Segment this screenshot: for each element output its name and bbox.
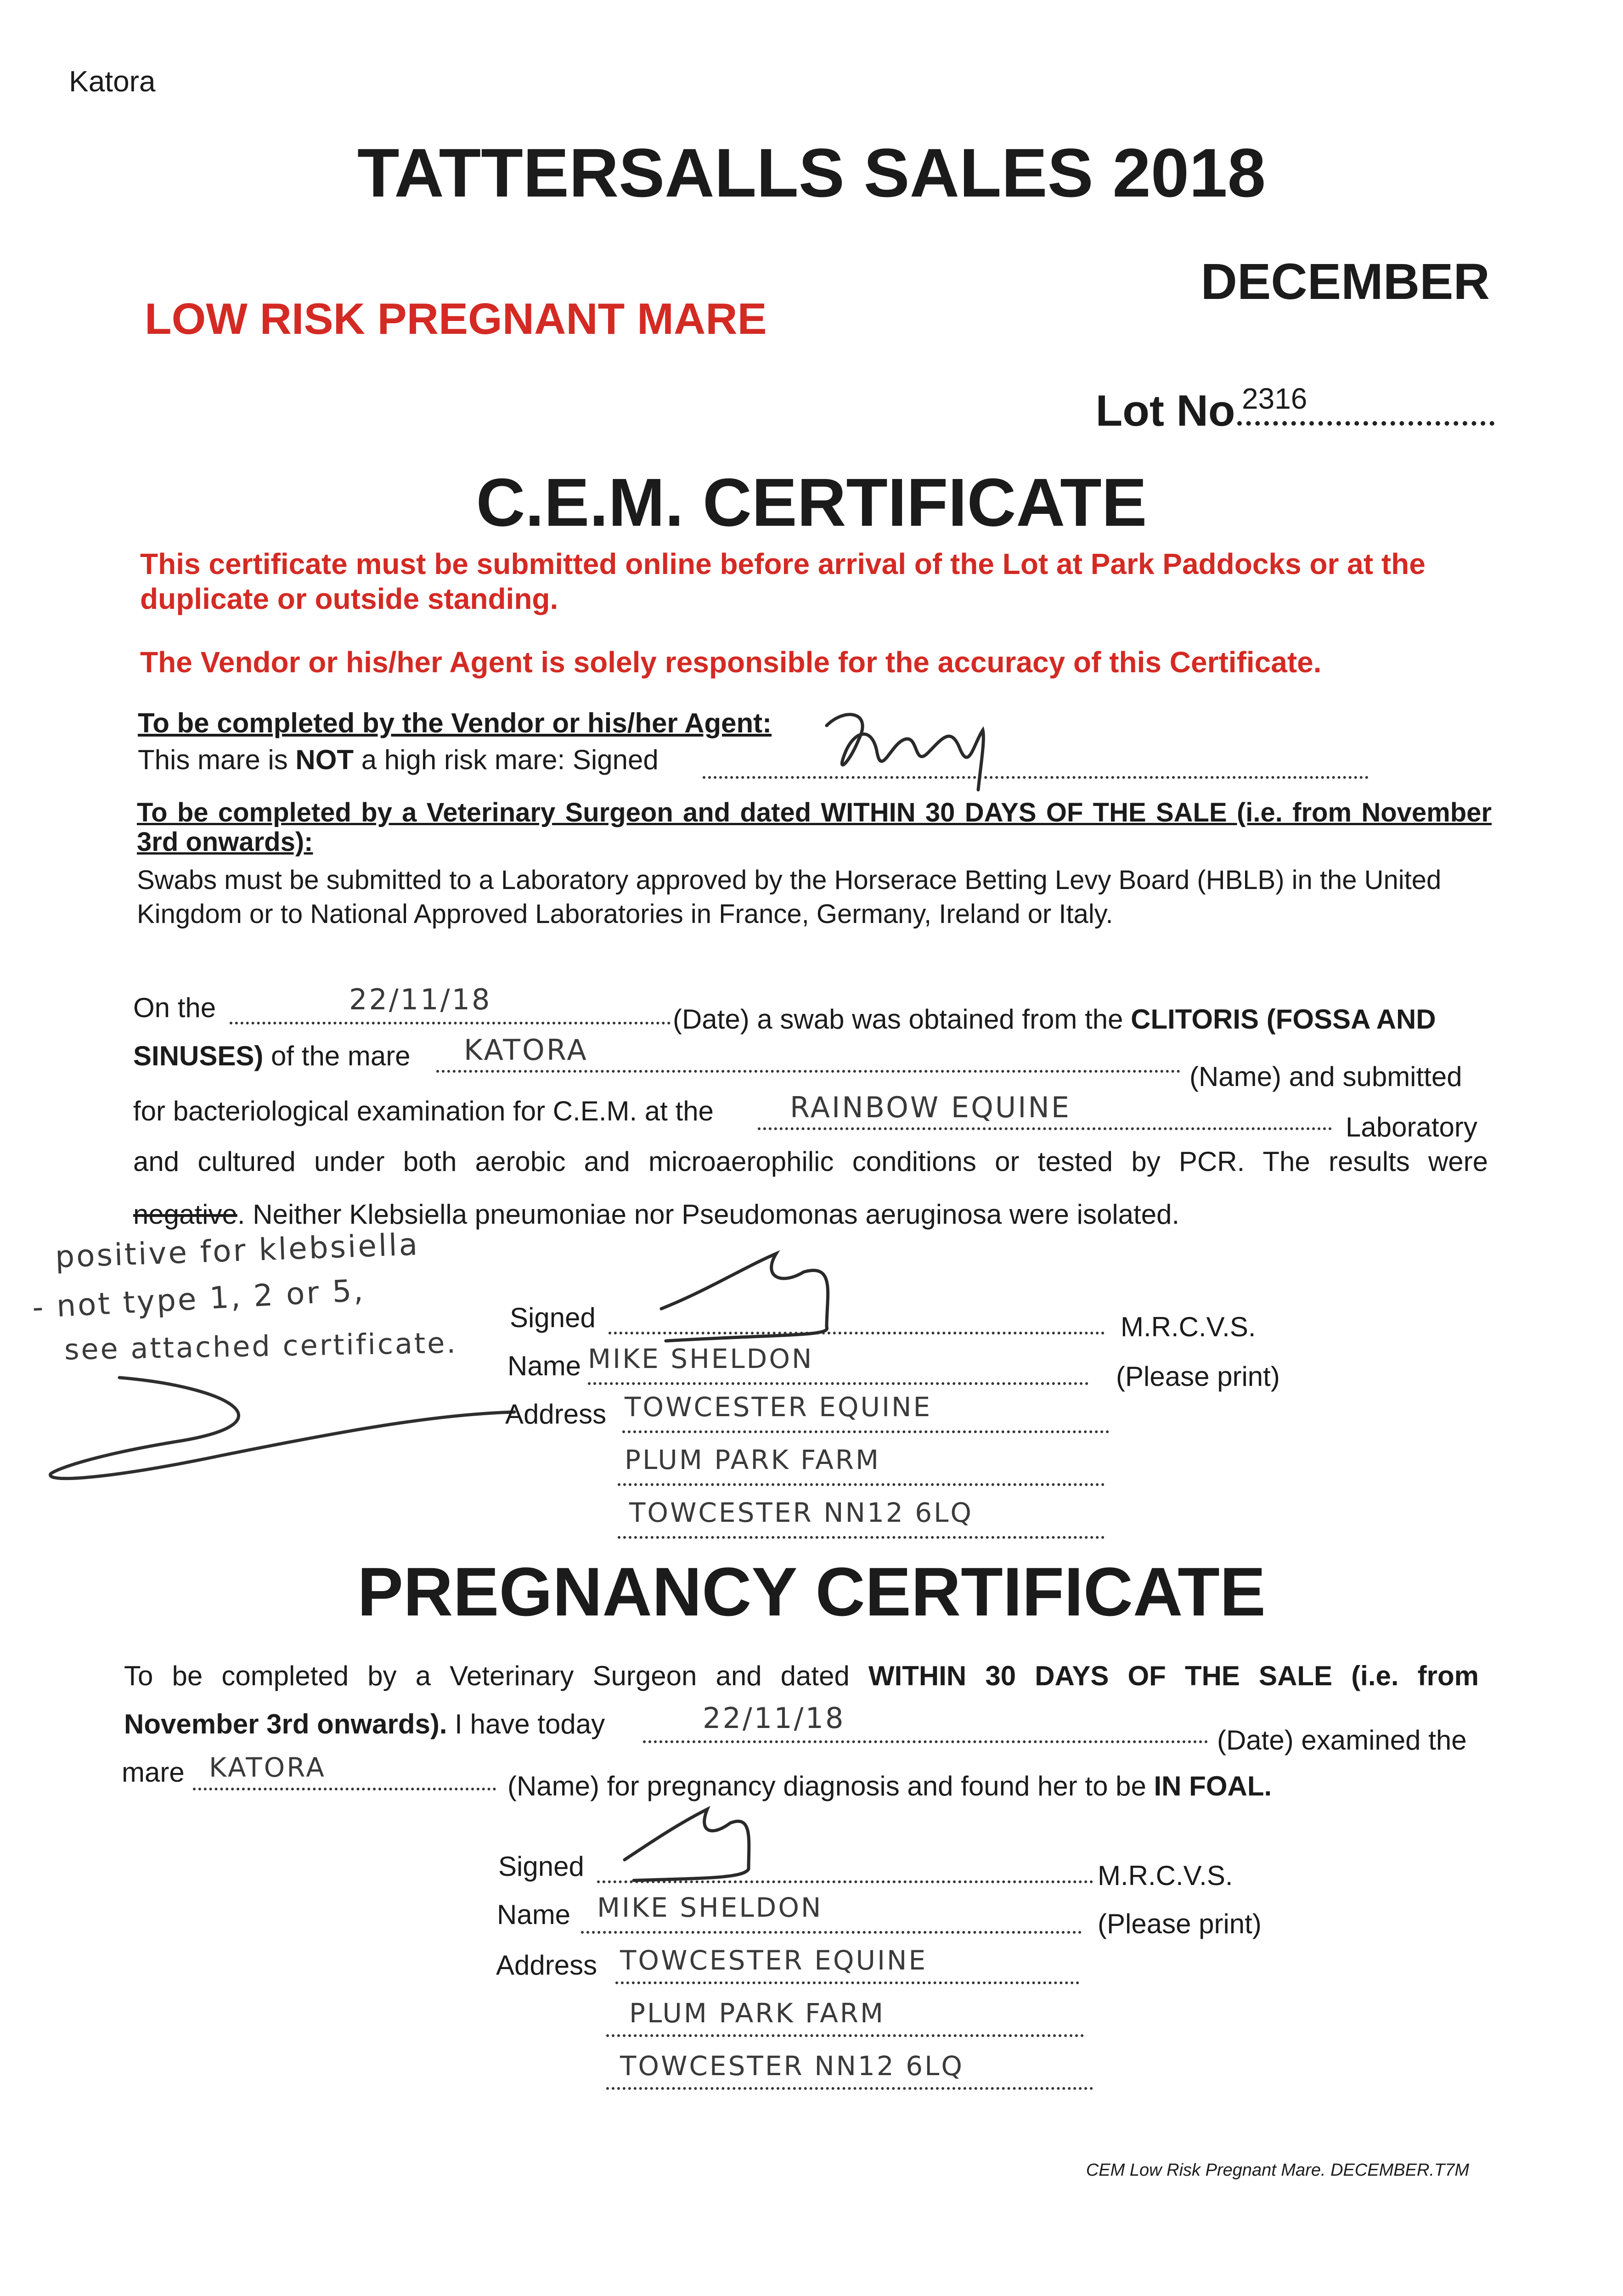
pregnancy-intro-bold: WITHIN 30 DAYS OF THE SALE (i.e. from: [868, 1660, 1479, 1691]
lab-value: RAINBOW EQUINE: [790, 1091, 1071, 1124]
swab-requirement: Swabs must be submitted to a Laboratory approved by the Horserace Betting Levy Board (HBLB) in the United Kingdom or to National Approved Laboratories in France, Germany, Ireland or Italy.: [137, 865, 1442, 929]
cem-address-line-1: [622, 1430, 1109, 1433]
pregnancy-result-row: [507, 1773, 1272, 1800]
bact-exam-text: for bacteriological examination for C.E.M. at the: [133, 1096, 714, 1126]
category-heading: LOW RISK PREGNANT MARE: [145, 294, 767, 343]
cem-title: C.E.M. CERTIFICATE: [476, 465, 1147, 540]
lab-line: [758, 1127, 1332, 1130]
cem-mare-name-line: [436, 1070, 1180, 1073]
sinuses-row: [133, 1042, 411, 1070]
lot-number-field: [1237, 382, 1494, 426]
month-heading: DECEMBER: [1200, 253, 1490, 310]
pregnancy-address-value-3: TOWCESTER NN12 6LQ: [620, 2050, 964, 2082]
have-today-text: I have today: [447, 1709, 605, 1739]
results-row: [133, 1201, 1179, 1228]
cem-vet-signature: [652, 1249, 900, 1345]
date-suffix: (Date) a swab was obtained from the: [673, 1004, 1131, 1035]
handnote-attached: see attached certificate.: [64, 1326, 458, 1367]
date-examined-text: (Date) examined the: [1217, 1725, 1467, 1756]
pregnancy-date-row: [124, 1711, 605, 1738]
footer-code: CEM Low Risk Pregnant Mare. DECEMBER.T7M: [1086, 2161, 1469, 2180]
vendor-heading: To be completed by the Vendor or his/her Agent:: [138, 708, 772, 738]
pregnancy-name-value: MIKE SHELDON: [597, 1892, 823, 1923]
cultured-text: and cultured under both aerobic and microaerophilic conditions or tested by PCR. The results were: [133, 1146, 1488, 1177]
cem-name-value: MIKE SHELDON: [588, 1343, 814, 1374]
pregnancy-address-line-2: [606, 2034, 1084, 2037]
pregnancy-signed-label: Signed: [498, 1851, 584, 1882]
sinuses-text: SINUSES): [133, 1041, 264, 1071]
cem-signed-label: Signed: [510, 1302, 596, 1333]
name-submitted-text: (Name) and submitted: [1189, 1061, 1462, 1092]
laboratory-text: Laboratory: [1346, 1112, 1477, 1142]
pregnancy-title: PREGNANCY CERTIFICATE: [357, 1553, 1266, 1630]
pregnancy-date-value: 22/11/18: [703, 1701, 845, 1735]
pregnancy-mare-label: mare: [122, 1757, 185, 1788]
pregnancy-intro: [124, 1662, 1479, 1690]
lot-number-value: 2316: [1242, 382, 1307, 415]
november-text: November 3rd onwards).: [124, 1709, 447, 1739]
cem-mare-name-value: KATORA: [464, 1033, 588, 1067]
cem-address-line-2: [618, 1483, 1105, 1486]
vendor-text-b: a high risk mare: Signed: [354, 744, 659, 775]
lot-label: Lot No: [1095, 386, 1235, 435]
vendor-text-a: This mare is: [138, 744, 296, 775]
pregnancy-intro-a: To be completed by a Veterinary Surgeon and dated: [124, 1660, 868, 1691]
cem-address-line-3: [618, 1536, 1105, 1539]
pregnancy-address-line-1: [615, 1981, 1079, 1984]
pregnancy-mare-value: KATORA: [209, 1752, 326, 1783]
cem-address-value-2: PLUM PARK FARM: [625, 1444, 881, 1475]
pregnancy-date-line: [643, 1740, 1208, 1743]
in-foal-text: IN FOAL.: [1154, 1771, 1272, 1801]
cem-address-label: Address: [505, 1399, 607, 1429]
swab-date-value: 22/11/18: [349, 983, 492, 1016]
vendor-signature: [817, 698, 992, 804]
page-title: TATTERSALLS SALES 2018: [357, 134, 1266, 211]
pregnancy-address-value-2: PLUM PARK FARM: [629, 1998, 885, 2029]
pregnancy-address-value-1: TOWCESTER EQUINE: [620, 1945, 928, 1976]
clitoris-text: CLITORIS (FOSSA AND: [1131, 1004, 1436, 1035]
cem-name-label: Name: [507, 1351, 581, 1381]
handnote-type: - not type 1, 2 or 5,: [31, 1272, 366, 1325]
neither-text: . Neither Klebsiella pneumoniae nor Pseudomonas aeruginosa were isolated.: [237, 1199, 1180, 1230]
pregnancy-mare-line: [193, 1788, 496, 1790]
cem-address-value-3: TOWCESTER NN12 6LQ: [629, 1497, 974, 1528]
pregnancy-name-line: [581, 1931, 1082, 1934]
vendor-signature-line: [703, 776, 1369, 779]
cem-mrcvs: M.R.C.V.S.: [1121, 1311, 1256, 1342]
cem-address-value-1: TOWCESTER EQUINE: [625, 1391, 932, 1423]
swab-date-line: [230, 1022, 671, 1024]
pregnancy-please-print: (Please print): [1098, 1908, 1262, 1939]
lot-number-row: [1095, 382, 1494, 436]
responsibility-notice: The Vendor or his/her Agent is solely responsible for the accuracy of this Certificate.: [140, 646, 1322, 679]
of-the-mare-text: of the mare: [263, 1041, 411, 1071]
corner-name: Katora: [69, 65, 156, 98]
pregnancy-name-label: Name: [497, 1899, 571, 1930]
vet-heading: To be completed by a Veterinary Surgeon and dated WITHIN 30 DAYS OF THE SALE (i.e. from November 3rd onwards):: [137, 798, 1492, 857]
date-suffix-row: [673, 1006, 1436, 1033]
cem-please-print: (Please print): [1116, 1361, 1280, 1392]
pregnancy-address-line-3: [606, 2087, 1093, 2090]
name-found-text: (Name) for pregnancy diagnosis and found her to be: [507, 1771, 1154, 1801]
vendor-statement: [138, 746, 659, 774]
pregnancy-mrcvs: M.R.C.V.S.: [1098, 1860, 1233, 1891]
vendor-text-not: NOT: [295, 744, 354, 775]
annotation-arrow: [37, 1368, 519, 1488]
on-the-label: On the: [133, 992, 216, 1023]
pregnancy-address-label: Address: [496, 1950, 597, 1981]
negative-struck: negative: [133, 1199, 237, 1230]
cem-name-line: [588, 1382, 1088, 1385]
pregnancy-vet-signature: [615, 1805, 808, 1883]
handnote-positive: positive for klebsiella: [54, 1227, 420, 1275]
submission-notice: This certificate must be submitted online before arrival of the Lot at Park Paddocks or at the duplicate or outside standing.: [140, 547, 1426, 615]
